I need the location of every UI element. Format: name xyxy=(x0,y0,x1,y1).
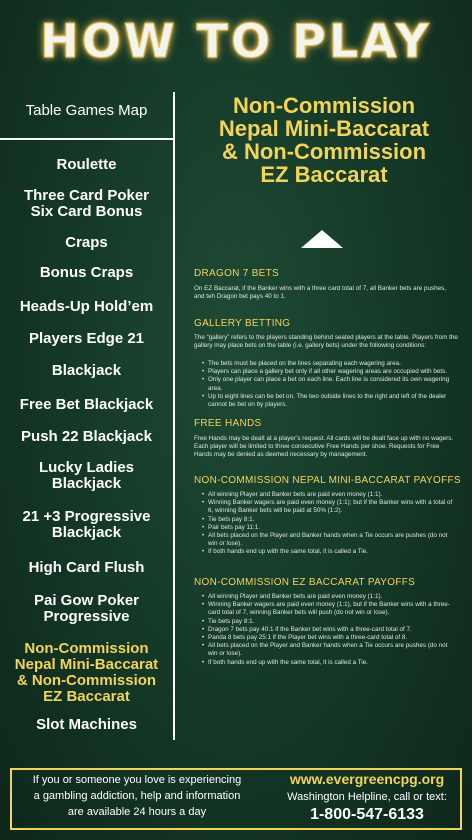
list-item: • Winning Banker wagers are paid even money (1:1); but if the Banker wins with a total of 6, winning Banker bets will be paid at 50% (1:2). xyxy=(202,499,458,515)
sidebar-item-slot-machines[interactable]: Slot Machines xyxy=(36,716,137,733)
list-item: • Winning Banker wagers are paid even money (1:1), but if the Banker wins with a three-card total of 7, winning Banker bets will push (do not win or lose). xyxy=(202,601,458,617)
section-heading-dragon: DRAGON 7 BETS xyxy=(194,268,280,279)
sidebar-item-roulette[interactable]: Roulette xyxy=(56,156,117,173)
sidebar-item-push-22-blackjack[interactable]: Push 22 Blackjack xyxy=(21,428,152,445)
helpline-message: If you or someone you love is experiencing a gambling addiction, help and information are available 24 hours a day xyxy=(32,774,242,818)
sidebar-item-free-bet-blackjack[interactable]: Free Bet Blackjack xyxy=(19,396,154,413)
list-item: • Tie bets pay 8:1. xyxy=(202,516,458,524)
sidebar-item-pai-gow-poker[interactable]: Pai Gow Poker Progressive xyxy=(33,592,140,625)
list-item: • If both hands end up with the same total, it is called a Tie. xyxy=(202,548,458,556)
sidebar-item-high-card-flush[interactable]: High Card Flush xyxy=(28,559,145,576)
sidebar-item-blackjack[interactable]: Blackjack xyxy=(51,362,122,379)
list-item: • All bets placed on the Player and Banker hands when a Tie occurs are pushes (do not win or lose). xyxy=(202,532,458,548)
section-text-gallery: The “gallery” refers to the players standing behind seated players at the table. Players from the gallery may place bets on the table (i.e. gallery bets) under the following conditions: xyxy=(194,334,458,350)
list-item: • All bets placed on the Player and Banker hands when a Tie occurs are pushes (do not win or lose). xyxy=(202,642,458,658)
list-item: • Up to eight lines can be bet on. The two outside lines to the right and left of the dealer cannot be bet on by players. xyxy=(202,393,458,409)
helpline-label: Washington Helpline, call or text: xyxy=(287,791,447,803)
sidebar-item-lucky-ladies-blackjack[interactable]: Lucky Ladies Blackjack xyxy=(38,459,135,492)
sidebar-item-baccarat[interactable]: Non-Commission Nepal Mini-Baccarat & Non-Commission EZ Baccarat xyxy=(14,640,159,705)
list-item: • Players can place a gallery bet only if all other wagering areas are occupied with bets. xyxy=(202,368,458,376)
section-heading-gallery: GALLERY BETTING xyxy=(194,318,291,329)
page-header xyxy=(0,0,472,82)
up-triangle-icon[interactable] xyxy=(301,230,343,248)
sidebar-item-players-edge-21[interactable]: Players Edge 21 xyxy=(28,330,145,347)
sidebar-item-21-plus-3-progressive[interactable]: 21 +3 Progressive Blackjack xyxy=(22,508,151,541)
ez-payoffs-list xyxy=(202,593,458,667)
gallery-rules-list xyxy=(202,360,458,409)
sidebar-item-craps[interactable]: Craps xyxy=(65,234,108,251)
list-item: • If both hands end up with the same total, it is called a Tie. xyxy=(202,659,458,667)
list-item: • All winning Player and Banker bets are paid even money (1:1). xyxy=(202,491,458,499)
page-title: HOW TO PLAY xyxy=(40,14,432,68)
list-item: • Only one player can place a bet on each line. Each line is considered its own wagering area. xyxy=(202,376,458,392)
nepal-payoffs-list xyxy=(202,491,458,557)
sidebar-item-three-card-poker[interactable]: Three Card Poker Six Card Bonus xyxy=(23,187,150,220)
game-title: Non-Commission Nepal Mini-Baccarat & Non-Commission EZ Baccarat xyxy=(218,93,430,187)
section-heading-free-hands: FREE HANDS xyxy=(194,418,262,429)
list-item: • The bets must be placed on the lines separating each wagering area. xyxy=(202,360,458,368)
helpline-phone-link[interactable]: 1-800-547-6133 xyxy=(310,806,424,823)
sidebar-divider xyxy=(0,138,173,140)
section-heading-nepal-payoffs: NON-COMMISSION NEPAL MINI-BACCARAT PAYOFFS xyxy=(194,475,461,486)
sidebar-title: Table Games Map xyxy=(25,102,148,119)
list-item: • Tie bets pay 8:1. xyxy=(202,618,458,626)
list-item: • Panda 8 bets pay 25:1 if the Player bet wins with a three-card total of 8. xyxy=(202,634,458,642)
sidebar-item-heads-up-holdem[interactable]: Heads-Up Hold’em xyxy=(19,298,154,315)
sidebar-item-bonus-craps[interactable]: Bonus Craps xyxy=(39,264,134,281)
list-item: • Pair bets pay 11:1. xyxy=(202,524,458,532)
list-item: • Dragon 7 bets pay 40:1 if the Banker bet wins with a three-card total of 7. xyxy=(202,626,458,634)
list-item: • All winning Player and Banker bets are paid even money (1:1). xyxy=(202,593,458,601)
helpline-url-link[interactable]: www.evergreencpg.org xyxy=(289,771,445,787)
section-heading-ez-payoffs: NON-COMMISSION EZ BACCARAT PAYOFFS xyxy=(194,577,416,588)
vertical-divider xyxy=(173,92,175,740)
section-text-dragon: On EZ Baccarat, if the Banker wins with a three card total of 7, all Banker bets are pushes, and teh Dragon bet pays 40 to 1. xyxy=(194,285,447,301)
section-text-free-hands: Free Hands may be dealt at a player’s request. All cards will be dealt face up with no wagers. Each player will be limited to three consecutive Free Hands per shoe. Requests for Free Hands may be denied as deemed necessary by management. xyxy=(194,435,454,459)
